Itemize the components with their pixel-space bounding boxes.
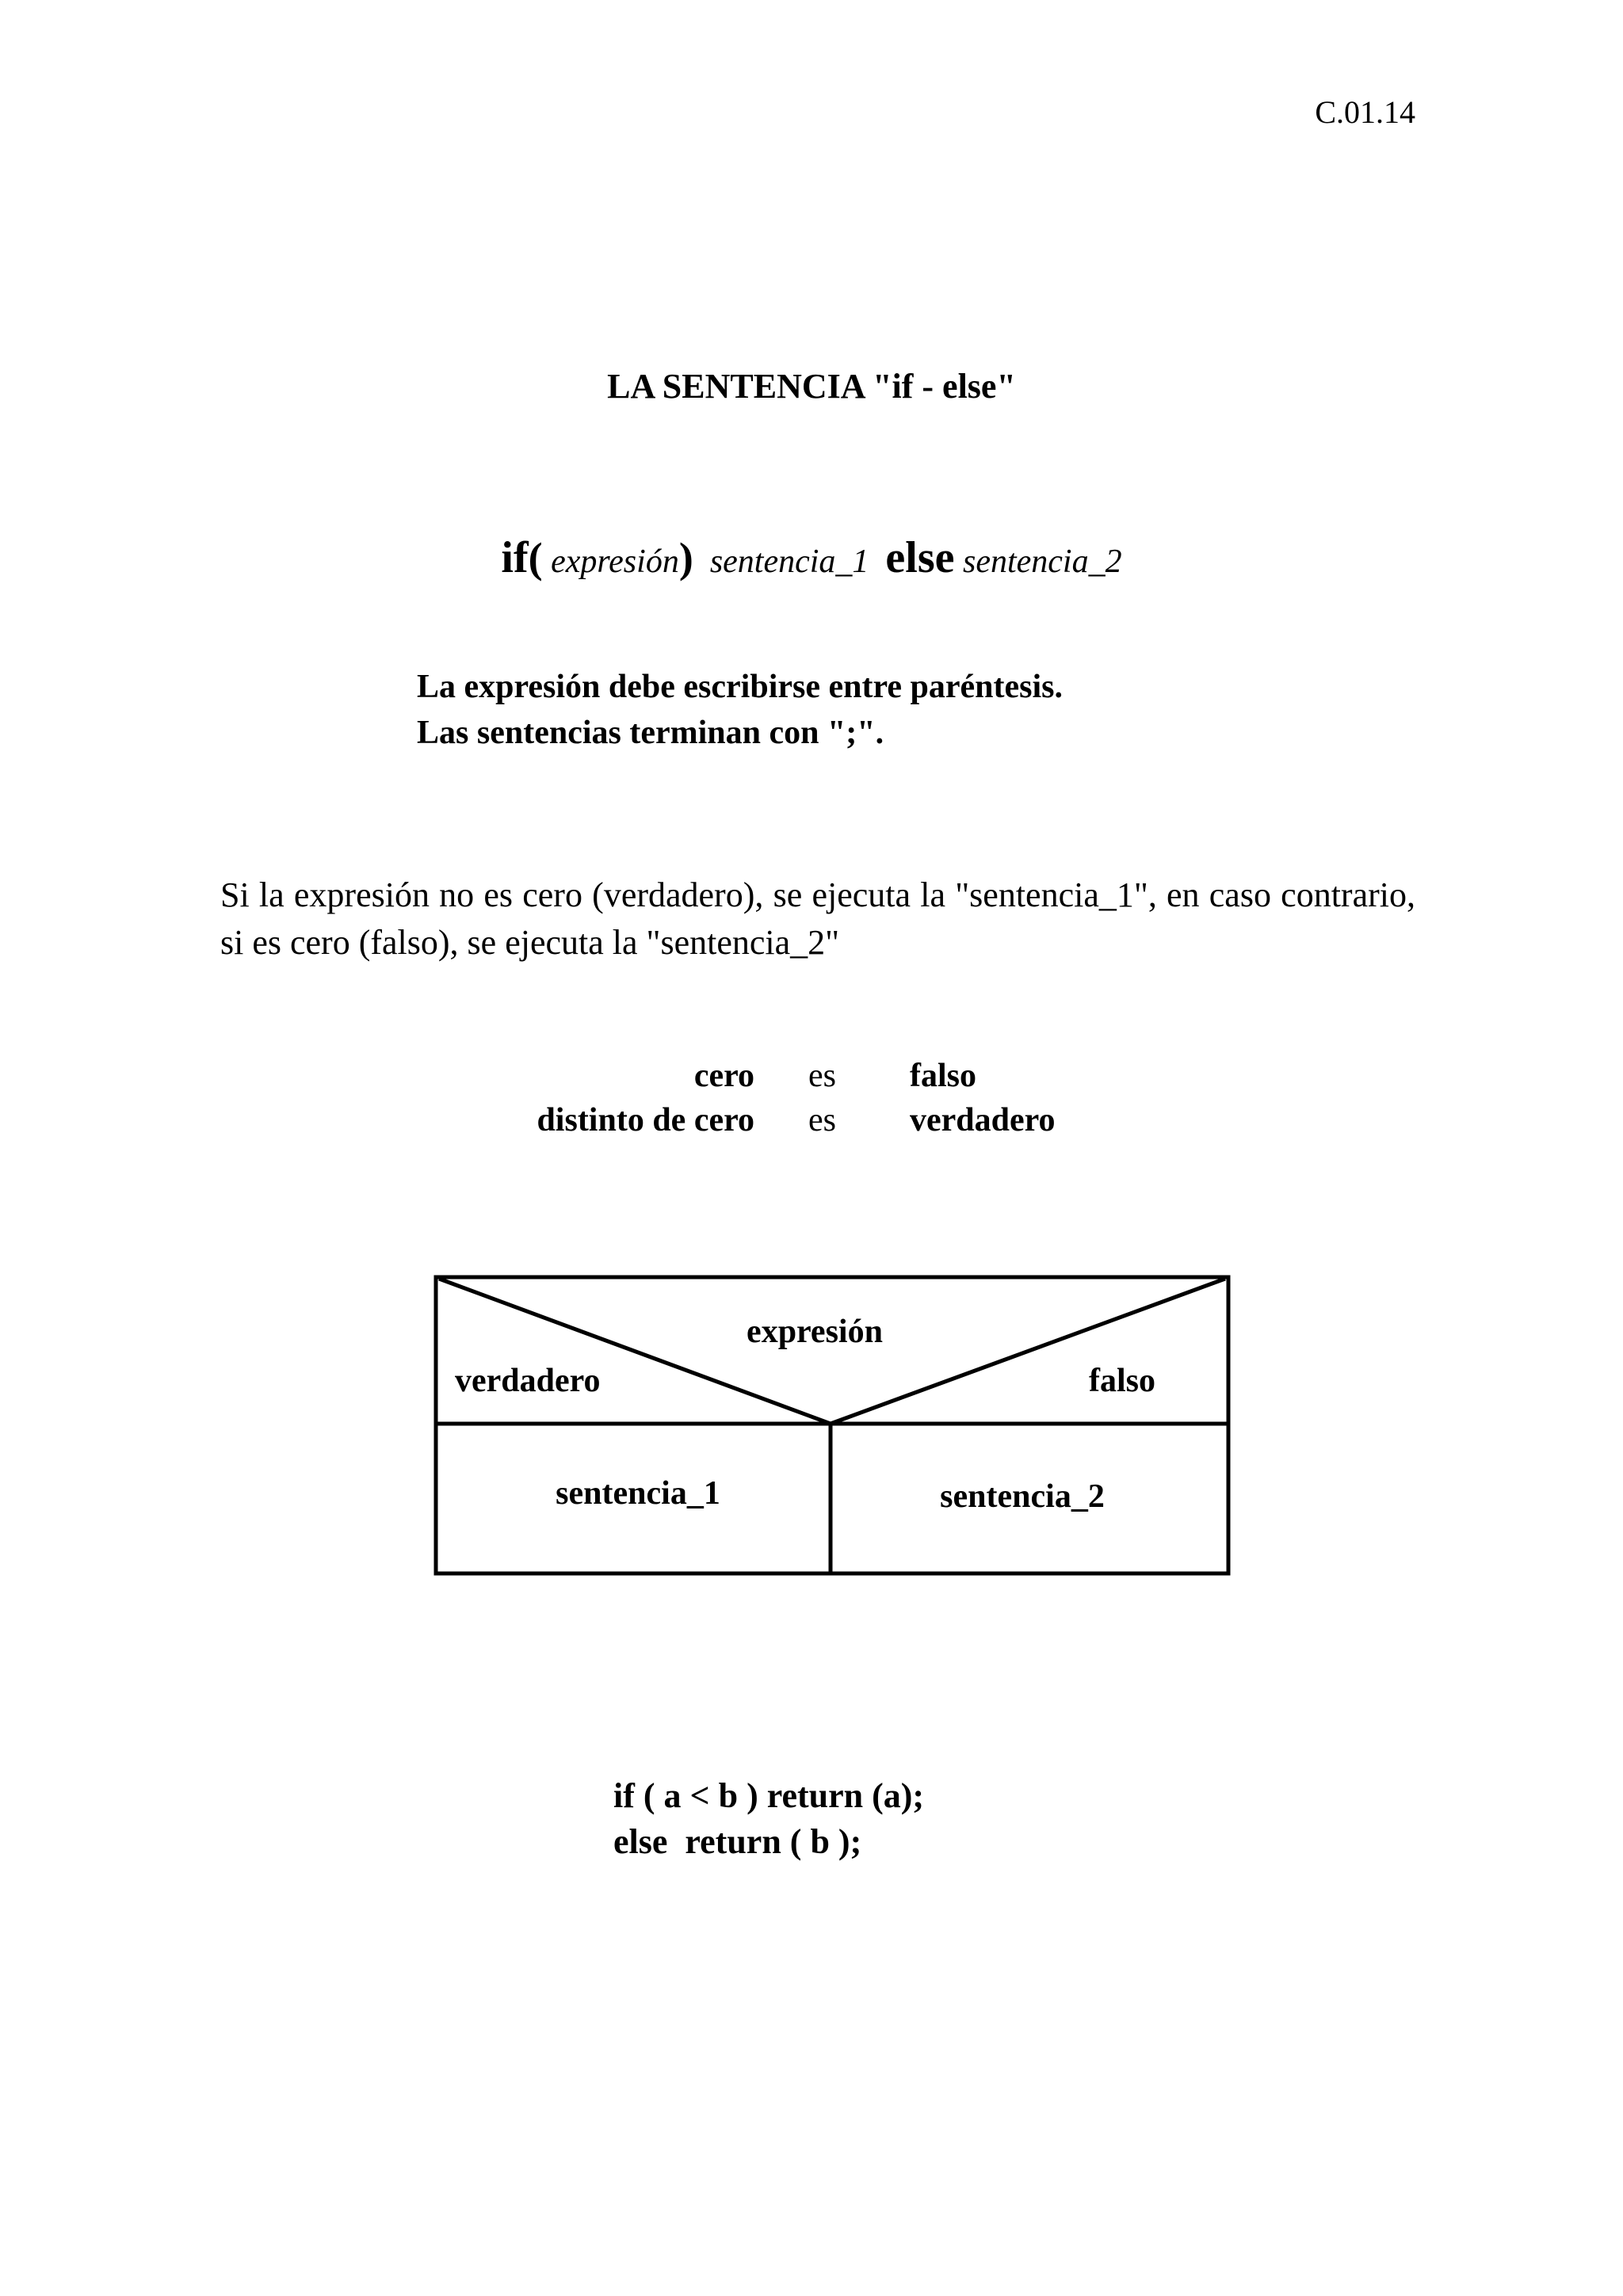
syntax-statement-2: sentencia_2 — [962, 543, 1122, 580]
diagram-false-label: falso — [1089, 1363, 1155, 1399]
truth-value-zero: cero — [693, 1058, 754, 1094]
code-line: else return ( b ); — [613, 1822, 862, 1861]
syntax-close-paren: ) — [678, 534, 693, 582]
truth-result-true: verdadero — [910, 1102, 1056, 1138]
diagram-left-diagonal — [439, 1279, 831, 1424]
syntax-if-keyword: if — [501, 533, 529, 582]
diagram-true-label: verdadero — [455, 1363, 601, 1399]
page-code: C.01.14 — [1315, 94, 1415, 130]
diagram-right-diagonal — [831, 1279, 1225, 1424]
rule-line: Las sentencias terminan con ";". — [417, 715, 884, 751]
code-line: if ( a < b ) return (a); — [613, 1776, 925, 1815]
diagram-condition: expresión — [747, 1314, 883, 1350]
syntax-statement-1: sentencia_1 — [709, 543, 869, 580]
truth-result-false: falso — [910, 1058, 976, 1094]
syntax-open-paren: ( — [528, 534, 543, 582]
truth-verb: es — [808, 1058, 836, 1094]
syntax-else-keyword: else — [885, 533, 955, 582]
truth-verb: es — [808, 1102, 836, 1138]
diagram-true-branch: sentencia_1 — [556, 1475, 720, 1512]
rule-line: La expresión debe escribirse entre paréntesis. — [417, 669, 1064, 705]
page-title: LA SENTENCIA "if - else" — [607, 367, 1016, 406]
truth-value-nonzero: distinto de cero — [537, 1102, 754, 1138]
explanation-paragraph: Si la expresión no es cero (verdadero), se ejecuta la "sentencia_1", en caso contrario, si es cero (falso), se ejecuta la "sentencia_2" — [220, 875, 1415, 962]
diagram-false-branch: sentencia_2 — [940, 1478, 1105, 1515]
syntax-expression: expresión — [551, 543, 679, 580]
code-example — [613, 1773, 924, 1865]
